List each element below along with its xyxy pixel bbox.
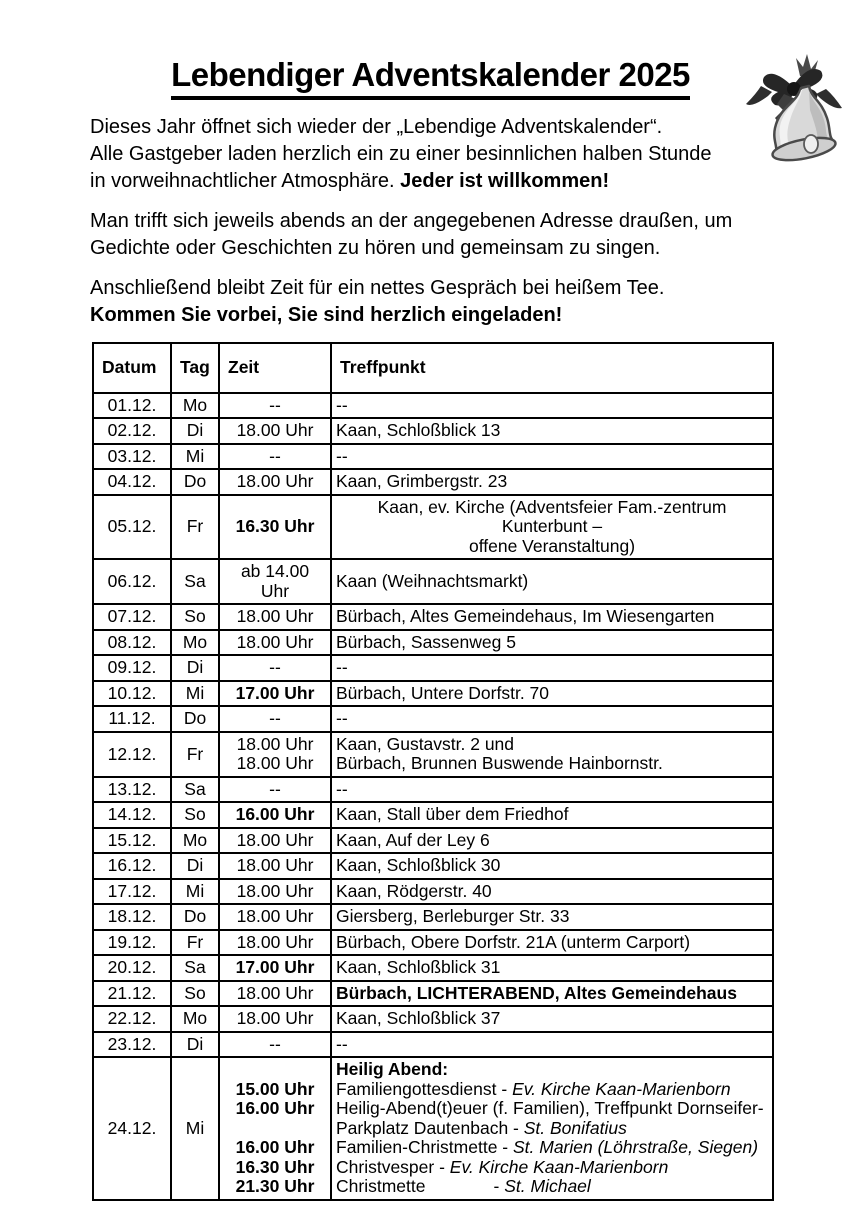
treffpunkt-cell: -- — [331, 444, 773, 470]
datum-cell: 07.12. — [93, 604, 171, 630]
treffpunkt-cell: -- — [331, 393, 773, 419]
table-row — [93, 630, 773, 656]
intro-paragraph-3 — [90, 275, 775, 329]
bell-icon — [738, 52, 858, 182]
tag-cell: So — [171, 802, 219, 828]
tag-cell: Fr — [171, 495, 219, 560]
table-row — [93, 706, 773, 732]
tag-cell: Mo — [171, 630, 219, 656]
zeit-cell: 18.00 Uhr — [219, 981, 331, 1007]
table-row — [93, 655, 773, 681]
datum-cell: 09.12. — [93, 655, 171, 681]
treffpunkt-cell: Kaan, ev. Kirche (Adventsfeier Fam.-zentrum Kunterbunt – offene Veranstaltung) — [331, 495, 773, 560]
schedule-table — [92, 342, 774, 1201]
treffpunkt-cell: Kaan, Schloßblick 31 — [331, 955, 773, 981]
datum-cell: 02.12. — [93, 418, 171, 444]
table-row — [93, 828, 773, 854]
treffpunkt-cell: Heilig Abend: Familiengottesdienst - Ev. Kirche Kaan-Marienborn Heilig-Abend(t)euer (f. Familien), Treffpunkt Dornseifer- Parkplatz Dautenbach - St. Bonifatius Familien-Christmette - St. Marien (Löhrstraße, Siegen) Christvesper - Ev. Kirche Kaan-Marienborn Christmette - St. Michael — [331, 1057, 773, 1200]
col-header-tag: Tag — [171, 343, 219, 393]
intro-p1-line3: in vorweihnachtlicher Atmosphäre. — [90, 169, 401, 192]
treffpunkt-cell: Giersberg, Berleburger Str. 33 — [331, 904, 773, 930]
intro-p2-line1: Man trifft sich jeweils abends an der angegebenen Adresse draußen, um — [90, 209, 733, 232]
datum-cell: 08.12. — [93, 630, 171, 656]
treffpunkt-cell: Bürbach, Sassenweg 5 — [331, 630, 773, 656]
table-row — [93, 802, 773, 828]
datum-cell: 23.12. — [93, 1032, 171, 1058]
zeit-cell: 18.00 Uhr 18.00 Uhr — [219, 732, 331, 777]
table-row — [93, 1057, 773, 1200]
treffpunkt-cell: Kaan, Schloßblick 37 — [331, 1006, 773, 1032]
table-row — [93, 444, 773, 470]
datum-cell: 14.12. — [93, 802, 171, 828]
tag-cell: Di — [171, 1032, 219, 1058]
zeit-cell: 18.00 Uhr — [219, 604, 331, 630]
tag-cell: So — [171, 981, 219, 1007]
treffpunkt-cell: Bürbach, Obere Dorfstr. 21A (unterm Carport) — [331, 930, 773, 956]
table-row — [93, 981, 773, 1007]
datum-cell: 12.12. — [93, 732, 171, 777]
treffpunkt-cell: Kaan (Weihnachtsmarkt) — [331, 559, 773, 604]
tag-cell: Mo — [171, 1006, 219, 1032]
col-header-datum: Datum — [93, 343, 171, 393]
treffpunkt-cell: Kaan, Grimbergstr. 23 — [331, 469, 773, 495]
treffpunkt-cell: -- — [331, 655, 773, 681]
datum-cell: 06.12. — [93, 559, 171, 604]
intro-paragraph-2 — [90, 208, 775, 262]
treffpunkt-cell: Bürbach, LICHTERABEND, Altes Gemeindehaus — [331, 981, 773, 1007]
schedule-table-body — [93, 393, 773, 1200]
table-row — [93, 777, 773, 803]
intro-p3-line2-bold: Kommen Sie vorbei, Sie sind herzlich eingeladen! — [90, 303, 563, 326]
treffpunkt-cell: -- — [331, 777, 773, 803]
tag-cell: Sa — [171, 777, 219, 803]
zeit-cell: -- — [219, 393, 331, 419]
zeit-cell: 18.00 Uhr — [219, 828, 331, 854]
tag-cell: Mi — [171, 879, 219, 905]
zeit-cell: 18.00 Uhr — [219, 469, 331, 495]
tag-cell: Mi — [171, 681, 219, 707]
zeit-cell: -- — [219, 706, 331, 732]
zeit-cell: 17.00 Uhr — [219, 955, 331, 981]
tag-cell: Do — [171, 469, 219, 495]
intro-p1-line2: Alle Gastgeber laden herzlich ein zu einer besinnlichen halben Stunde — [90, 142, 712, 165]
table-row — [93, 904, 773, 930]
tag-cell: Di — [171, 853, 219, 879]
page-title: Lebendiger Adventskalender 2025 — [171, 56, 690, 100]
title-wrap — [0, 0, 861, 100]
treffpunkt-cell: Kaan, Schloßblick 30 — [331, 853, 773, 879]
zeit-cell: 18.00 Uhr — [219, 904, 331, 930]
datum-cell: 01.12. — [93, 393, 171, 419]
tag-cell: Mi — [171, 1057, 219, 1200]
table-row — [93, 955, 773, 981]
treffpunkt-cell: Bürbach, Altes Gemeindehaus, Im Wiesengarten — [331, 604, 773, 630]
zeit-cell: 17.00 Uhr — [219, 681, 331, 707]
datum-cell: 15.12. — [93, 828, 171, 854]
zeit-cell: 16.00 Uhr — [219, 802, 331, 828]
schedule-table-head — [93, 343, 773, 393]
treffpunkt-cell: Bürbach, Untere Dorfstr. 70 — [331, 681, 773, 707]
table-row — [93, 1006, 773, 1032]
intro-paragraph-1 — [90, 114, 775, 195]
treffpunkt-cell: Kaan, Stall über dem Friedhof — [331, 802, 773, 828]
treffpunkt-cell: -- — [331, 706, 773, 732]
zeit-cell: 16.30 Uhr — [219, 495, 331, 560]
treffpunkt-cell: Kaan, Rödgerstr. 40 — [331, 879, 773, 905]
datum-cell: 10.12. — [93, 681, 171, 707]
treffpunkt-cell: Kaan, Auf der Ley 6 — [331, 828, 773, 854]
zeit-cell: -- — [219, 444, 331, 470]
tag-cell: Do — [171, 706, 219, 732]
intro-p1-line3-bold: Jeder ist willkommen! — [400, 169, 610, 192]
zeit-cell: -- — [219, 777, 331, 803]
tag-cell: So — [171, 604, 219, 630]
zeit-cell: -- — [219, 1032, 331, 1058]
table-row — [93, 1032, 773, 1058]
table-row — [93, 495, 773, 560]
table-row — [93, 393, 773, 419]
datum-cell: 20.12. — [93, 955, 171, 981]
zeit-cell: 18.00 Uhr — [219, 630, 331, 656]
datum-cell: 04.12. — [93, 469, 171, 495]
datum-cell: 24.12. — [93, 1057, 171, 1200]
intro-section — [90, 114, 775, 329]
table-row — [93, 559, 773, 604]
tag-cell: Sa — [171, 559, 219, 604]
treffpunkt-cell: -- — [331, 1032, 773, 1058]
intro-p2-line2: Gedichte oder Geschichten zu hören und gemeinsam zu singen. — [90, 236, 661, 259]
datum-cell: 11.12. — [93, 706, 171, 732]
datum-cell: 18.12. — [93, 904, 171, 930]
datum-cell: 05.12. — [93, 495, 171, 560]
table-row — [93, 681, 773, 707]
table-row — [93, 853, 773, 879]
table-row — [93, 879, 773, 905]
tag-cell: Do — [171, 904, 219, 930]
zeit-cell: 18.00 Uhr — [219, 418, 331, 444]
col-header-zeit: Zeit — [219, 343, 331, 393]
col-header-treffpunkt: Treffpunkt — [331, 343, 773, 393]
tag-cell: Fr — [171, 732, 219, 777]
header-row — [93, 343, 773, 393]
zeit-cell: 18.00 Uhr — [219, 853, 331, 879]
tag-cell: Mo — [171, 393, 219, 419]
table-row — [93, 418, 773, 444]
tag-cell: Fr — [171, 930, 219, 956]
tag-cell: Di — [171, 655, 219, 681]
zeit-cell: 15.00 Uhr 16.00 Uhr 16.00 Uhr 16.30 Uhr 21.30 Uhr — [219, 1057, 331, 1200]
datum-cell: 21.12. — [93, 981, 171, 1007]
datum-cell: 19.12. — [93, 930, 171, 956]
intro-p3-line1: Anschließend bleibt Zeit für ein nettes Gespräch bei heißem Tee. — [90, 276, 665, 299]
table-row — [93, 469, 773, 495]
table-row — [93, 732, 773, 777]
datum-cell: 13.12. — [93, 777, 171, 803]
tag-cell: Di — [171, 418, 219, 444]
zeit-cell: 18.00 Uhr — [219, 879, 331, 905]
treffpunkt-cell: Kaan, Gustavstr. 2 und Bürbach, Brunnen Buswende Hainbornstr. — [331, 732, 773, 777]
table-row — [93, 604, 773, 630]
datum-cell: 03.12. — [93, 444, 171, 470]
datum-cell: 16.12. — [93, 853, 171, 879]
intro-p1-line1: Dieses Jahr öffnet sich wieder der „Lebendige Adventskalender“. — [90, 115, 663, 138]
tag-cell: Mo — [171, 828, 219, 854]
zeit-cell: ab 14.00 Uhr — [219, 559, 331, 604]
treffpunkt-cell: Kaan, Schloßblick 13 — [331, 418, 773, 444]
zeit-cell: 18.00 Uhr — [219, 1006, 331, 1032]
tag-cell: Mi — [171, 444, 219, 470]
datum-cell: 17.12. — [93, 879, 171, 905]
zeit-cell: 18.00 Uhr — [219, 930, 331, 956]
datum-cell: 22.12. — [93, 1006, 171, 1032]
table-row — [93, 930, 773, 956]
tag-cell: Sa — [171, 955, 219, 981]
zeit-cell: -- — [219, 655, 331, 681]
